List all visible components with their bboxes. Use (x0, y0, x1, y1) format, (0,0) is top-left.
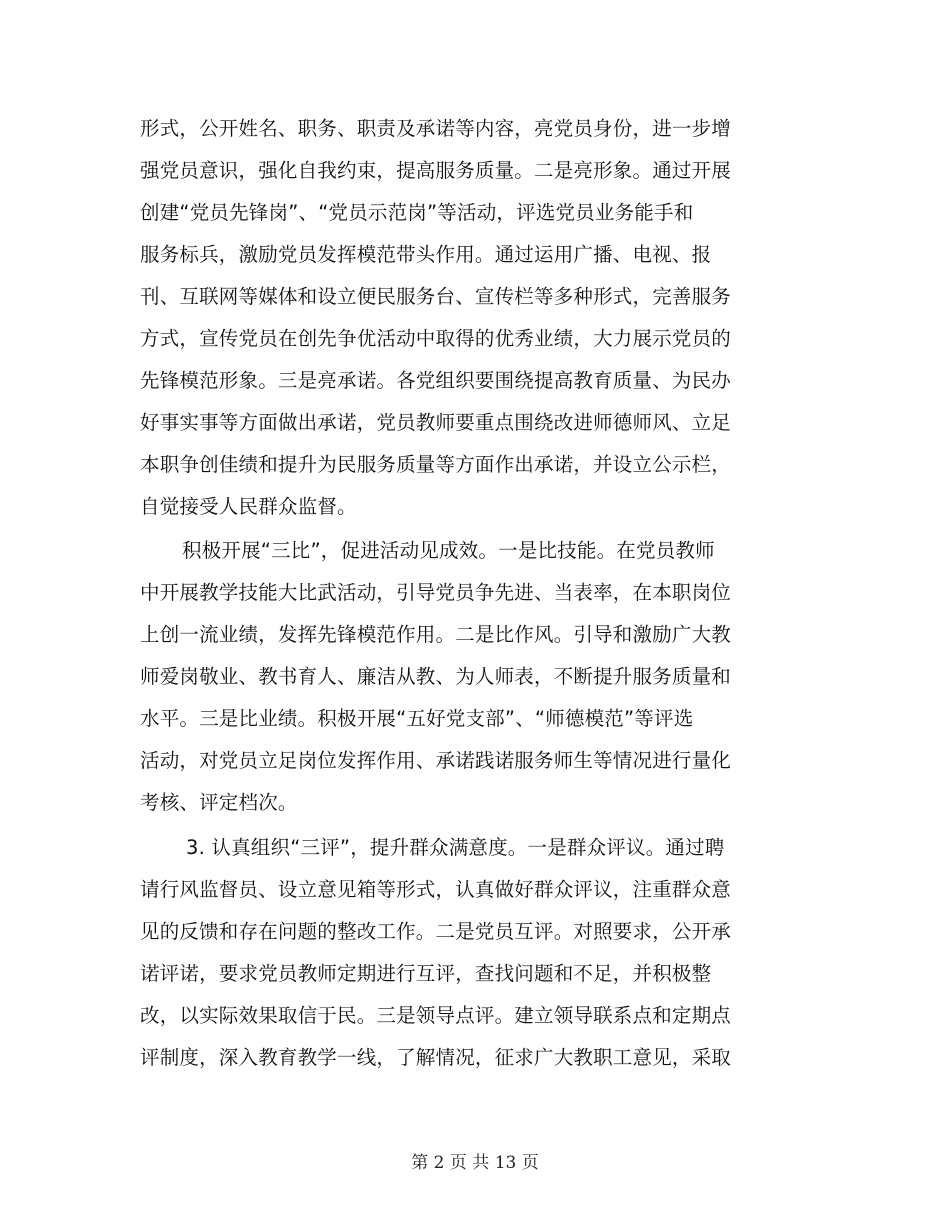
text-line: 强党员意识，强化自我约束，提高服务质量。二是亮形象。通过开展 (140, 159, 732, 182)
page-number-footer: 第 2 页 共 13 页 (411, 1153, 539, 1173)
paragraph-first-line: 积极开展“三比”，促进活动见成效。一是比技能。在党员教师 (182, 539, 715, 562)
paragraph-first-line: 3. 认真组织“三评”，提升群众满意度。一是群众评议。通过聘 (186, 836, 725, 859)
text-line: 先锋模范形象。三是亮承诺。各党组织要围绕提高教育质量、为民办 (140, 369, 732, 392)
text-line: 方式，宣传党员在创先争优活动中取得的优秀业绩，大力展示党员的 (140, 327, 732, 350)
text-line: 上创一流业绩，发挥先锋模范作用。二是比作风。引导和激励广大教 (140, 623, 732, 646)
text-line: 自觉接受人民群众监督。 (140, 495, 357, 518)
text-line: 改，以实际效果取信于民。三是领导点评。建立领导联系点和定期点 (140, 1004, 732, 1027)
text-line: 评制度，深入教育教学一线，了解情况，征求广大教职工意见，采取 (140, 1046, 732, 1069)
text-line: 水平。三是比业绩。积极开展“五好党支部”、“师德模范”等评选 (140, 707, 694, 730)
text-line: 师爱岗敬业、教书育人、廉洁从教、为人师表，不断提升服务质量和 (140, 665, 732, 688)
text-line: 形式，公开姓名、职务、职责及承诺等内容，亮党员身份，进一步增 (140, 117, 732, 140)
text-line: 刊、互联网等媒体和设立便民服务台、宣传栏等多种形式，完善服务 (140, 285, 732, 308)
text-line: 创建“党员先锋岗”、“党员示范岗”等活动，评选党员业务能手和 (140, 201, 694, 224)
text-line: 好事实事等方面做出承诺，党员教师要重点围绕改进师德师风、立足 (140, 411, 732, 434)
text-line: 中开展教学技能大比武活动，引导党员争先进、当表率，在本职岗位 (140, 581, 732, 604)
text-line: 本职争创佳绩和提升为民服务质量等方面作出承诺，并设立公示栏， (140, 453, 732, 476)
text-line: 服务标兵，激励党员发挥模范带头作用。通过运用广播、电视、报 (140, 243, 712, 266)
text-line: 诺评诺，要求党员教师定期进行互评，查找问题和不足，并积极整 (140, 962, 712, 985)
text-line: 见的反馈和存在问题的整改工作。二是党员互评。对照要求，公开承 (140, 920, 732, 943)
text-line: 活动，对党员立足岗位发挥作用、承诺践诺服务师生等情况进行量化 (140, 749, 732, 772)
text-line: 请行风监督员、设立意见箱等形式，认真做好群众评议，注重群众意 (140, 878, 732, 901)
text-line: 考核、评定档次。 (140, 791, 298, 814)
